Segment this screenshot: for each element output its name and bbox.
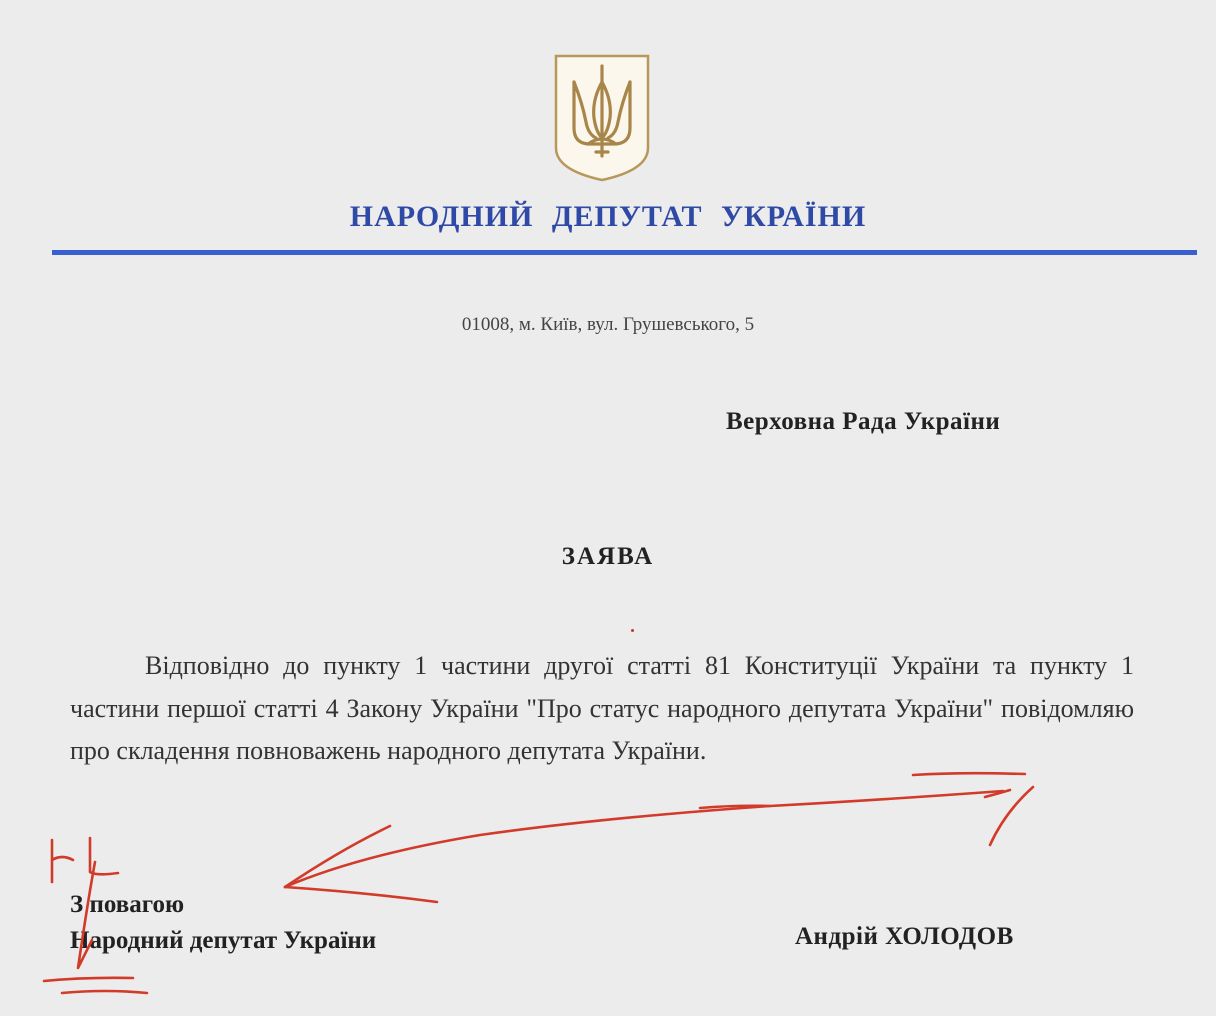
coat-of-arms-icon [552,52,652,184]
recipient: Верховна Рада України [726,408,1001,435]
closing-salutation: З повагою [70,891,185,918]
arrowhead-left-upper-mark [285,826,390,887]
sender-address: 01008, м. Київ, вул. Грушевського, 5 [461,314,755,335]
underline-mark [913,773,1025,775]
letterhead-rule [52,250,1197,255]
closing-position: Народний депутат України [70,927,377,954]
letterhead-title: НАРОДНИЙ ДЕПУТАТ УКРАЇНИ [349,200,867,233]
annotation-dot [631,629,634,632]
handwritten-h-mark [52,838,118,882]
arrowhead-right-mark [985,790,1010,797]
closing-block [70,887,376,959]
arrowhead-right-tick-mark [990,787,1033,845]
signer-name: Андрій ХОЛОДОВ [795,923,1014,950]
document-title: ЗАЯВА [561,543,655,570]
arrow-shaft-mark [285,791,1003,887]
arrow-overstroke-mark [700,806,770,808]
statement-body: Відповідно до пункту 1 частини другої статті 81 Конституції України та пункту 1 частини першої статті 4 Закону України "Про статус народного депутата України" повідомляю про складення повноважень народного депутата України. [70,651,1134,765]
double-underline-mark [44,978,147,993]
